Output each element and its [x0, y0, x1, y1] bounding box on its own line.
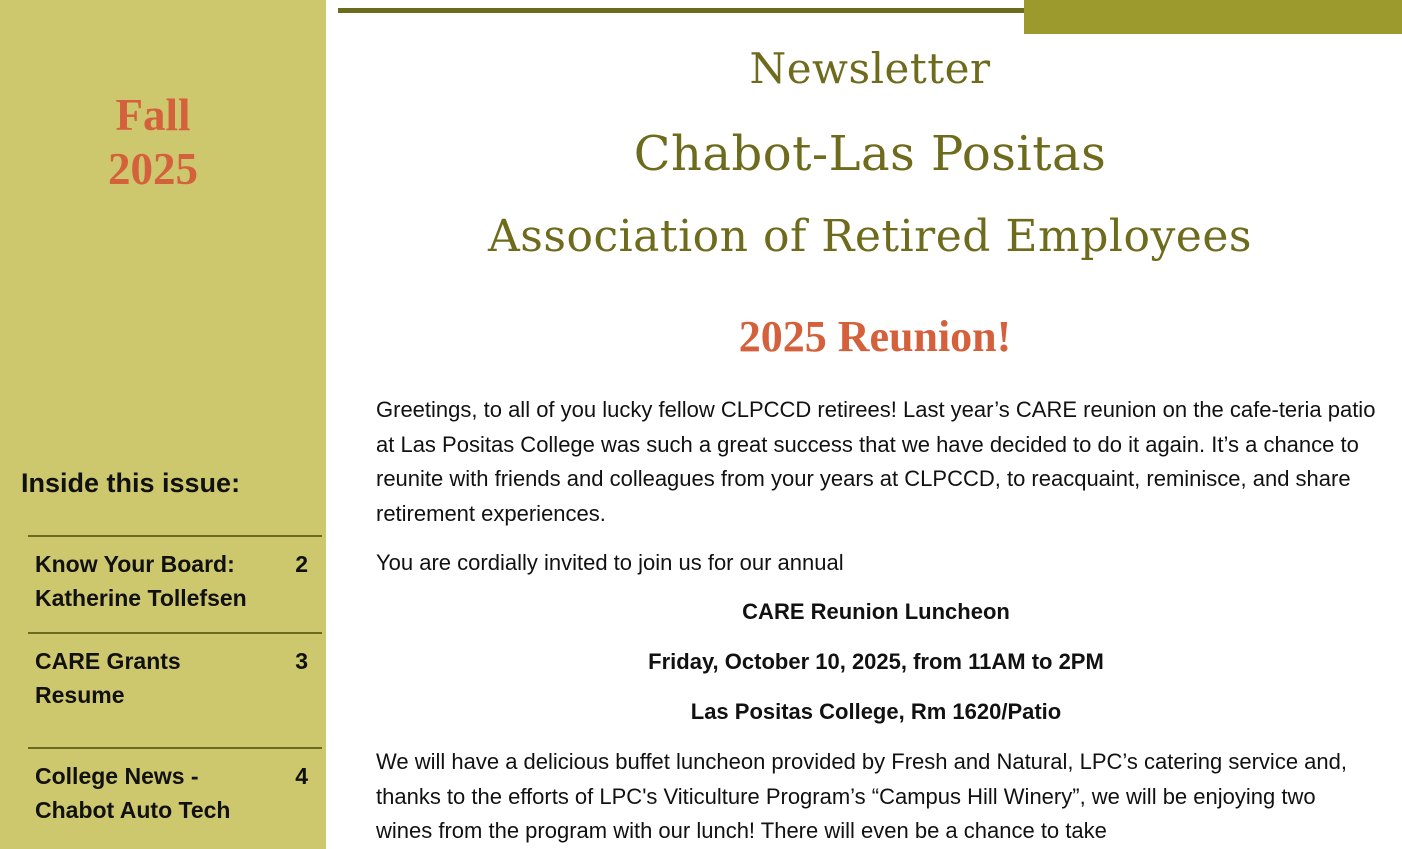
toc-item[interactable]	[28, 632, 322, 748]
header-accent-block	[1024, 0, 1402, 34]
sidebar	[0, 0, 326, 849]
header-rule	[338, 8, 1102, 13]
toc-item-title	[35, 759, 275, 827]
greeting-paragraph: Greetings, to all of you lucky fellow CLPCCD retirees! Last year’s CARE reunion on the cafe-teria patio at Las Positas College was such a great success that we have decided to do it again. It’s a chance to reunite with friends and colleagues from your years at CLPCCD, to reacquaint, reminisce, and share retirement experiences.	[376, 397, 1376, 526]
inside-issue-heading: Inside this issue:	[21, 468, 241, 498]
event-name: CARE Reunion Luncheon	[742, 599, 1010, 624]
toc-item-page: 4	[295, 763, 308, 789]
toc-item-page: 3	[295, 648, 308, 674]
invite-paragraph: You are cordially invited to join us for our annual	[376, 550, 844, 575]
toc-title-line: CARE Grants	[35, 648, 181, 674]
masthead-org-subtitle: Association of Retired Employees	[488, 211, 1252, 262]
event-date: Friday, October 10, 2025, from 11AM to 2PM	[648, 649, 1104, 674]
issue-season	[0, 88, 306, 196]
toc-item[interactable]	[28, 535, 322, 633]
toc-title-line: Katherine Tollefsen	[35, 585, 247, 611]
season-name: Fall	[115, 90, 191, 140]
article-headline: 2025 Reunion!	[738, 312, 1012, 361]
buffet-paragraph: We will have a delicious buffet luncheon provided by Fresh and Natural, LPC’s catering service and, thanks to the efforts of LPC's Viticulture Program’s “Campus Hill Winery”, we will be enjoying two wines from the program with our lunch! There will even be a chance to take	[376, 749, 1347, 843]
masthead-newsletter: Newsletter	[749, 44, 991, 93]
toc-item[interactable]	[28, 747, 322, 849]
toc-title-line: Know Your Board:	[35, 551, 235, 577]
toc-item-title	[35, 547, 275, 615]
toc-title-line: Chabot Auto Tech	[35, 797, 231, 823]
toc-title-line: College News -	[35, 763, 199, 789]
toc-item-page: 2	[295, 551, 308, 577]
toc-title-line: Resume	[35, 682, 125, 708]
masthead-org-name: Chabot-Las Positas	[633, 126, 1107, 182]
season-year: 2025	[108, 144, 198, 194]
toc-item-title	[35, 644, 275, 712]
event-location: Las Positas College, Rm 1620/Patio	[690, 699, 1062, 724]
